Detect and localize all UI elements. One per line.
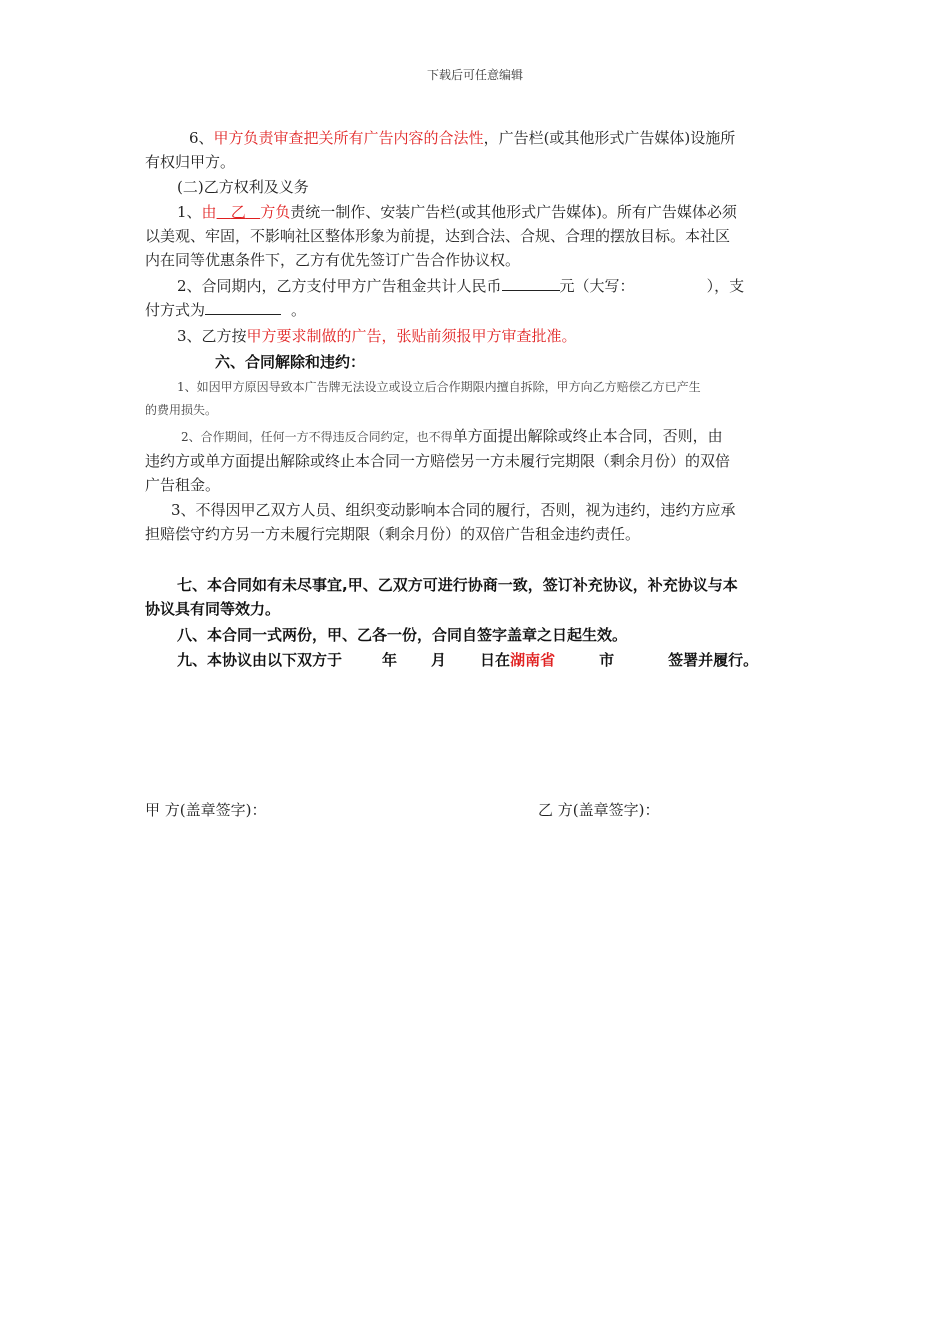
item-3-red: 甲方要求制做的广告，张贴前须报甲方审查批准。 — [246, 327, 577, 345]
item-2-text-a: 2、合同期内，乙方支付甲方广告租金共计人民币 — [177, 277, 502, 295]
section-7-line2: 协议具有同等效力。 — [145, 600, 281, 618]
party-b-item-3 — [145, 324, 837, 348]
item-1-number: 1、 — [177, 203, 202, 221]
s6-item-2-rest: 单方面提出解除或终止本合同，否则，由 — [452, 427, 723, 445]
item-2-text-c: ），支 — [706, 277, 745, 295]
item-1-line3: 内在同等优惠条件下，乙方有优先签订广告合作协议权。 — [145, 251, 521, 269]
payment-method-blank — [205, 299, 281, 315]
section-6-item-2 — [145, 424, 805, 497]
clause-6-red-text: 甲方负责审查把关所有广告内容的合法性 — [213, 129, 484, 147]
item-1-line2: 以美观、牢固，不影响社区整体形象为前提，达到合法、合规、合理的摆放目标。本社区 — [145, 227, 731, 245]
item-2-text-d: 付方式为 — [145, 301, 206, 319]
page-header: 下载后可任意编辑 — [426, 68, 523, 82]
section-9-day: 日在 — [480, 651, 511, 669]
amount-blank — [502, 275, 560, 291]
section-6-item-3 — [145, 498, 805, 546]
s6-item-1-line1: 1、如因甲方原因导致本广告牌无法设立或设立后合作期限内擅自拆除，甲方向乙方赔偿乙方已产生 — [177, 380, 701, 394]
s6-item-3-line1: 3、不得因甲乙双方人员、组织变动影响本合同的履行，否则，视为违约，违约方应承 — [171, 501, 736, 519]
item-1-red-prefix: 由 — [201, 203, 217, 221]
section-6-title: 六、合同解除和违约： — [215, 353, 366, 371]
party-b-signature: 乙 方(盖章签字)： — [538, 801, 660, 819]
s6-item-1-line2: 的费用损失。 — [145, 403, 218, 417]
s6-item-2-small: 2、合作期间，任何一方不得违反合同约定，也不得 — [181, 430, 453, 444]
section-9-city: 市 — [599, 651, 615, 669]
section-9 — [145, 648, 837, 672]
item-1-red-party: 乙 — [230, 203, 246, 221]
clause-6-number: 6、 — [189, 129, 214, 147]
section-9-end: 签署并履行。 — [668, 651, 759, 669]
party-a-signature: 甲 方(盖章签字)： — [145, 801, 267, 819]
section-2-title: (二)乙方权利及义务 — [177, 178, 309, 196]
section-8: 八、本合同一式两份，甲、乙各一份，合同自签字盖章之日起生效。 — [177, 626, 628, 644]
section-9-year: 年 — [382, 651, 398, 669]
section-7-line1: 七、本合同如有未尽事宜,甲、乙双方可进行协商一致，签订补充协议，补充协议与本 — [177, 576, 738, 594]
item-2-text-b: 元（大写： — [559, 277, 635, 295]
section-7 — [145, 573, 805, 621]
clause-6-rest: ，广告栏(或其他形式广告媒体)设施所 — [483, 129, 736, 147]
s6-item-3-line2: 担赔偿守约方另一方未履行完期限（剩余月份）的双倍广告租金违约责任。 — [145, 525, 641, 543]
item-1-rest: 责统一制作、安装广告栏(或其他形式广告媒体)。所有广告媒体必须 — [290, 203, 737, 221]
section-9-month: 月 — [431, 651, 447, 669]
s6-item-2-line3: 广告租金。 — [145, 476, 221, 494]
section-9-province: 湖南省 — [510, 651, 556, 669]
section-9-text: 九、本协议由以下双方于 — [177, 651, 343, 669]
party-b-item-1 — [145, 200, 805, 272]
party-b-item-2 — [145, 274, 805, 322]
clause-6-line2: 有权归甲方。 — [145, 153, 236, 171]
clause-6 — [145, 126, 805, 174]
item-1-red-suffix: 方负 — [260, 203, 291, 221]
item-2-text-e: 。 — [291, 301, 307, 319]
s6-item-2-line2: 违约方或单方面提出解除或终止本合同一方赔偿另一方未履行完期限（剩余月份）的双倍 — [145, 452, 731, 470]
item-3-plain: 3、乙方按 — [177, 327, 247, 345]
section-6-item-1 — [145, 376, 805, 422]
